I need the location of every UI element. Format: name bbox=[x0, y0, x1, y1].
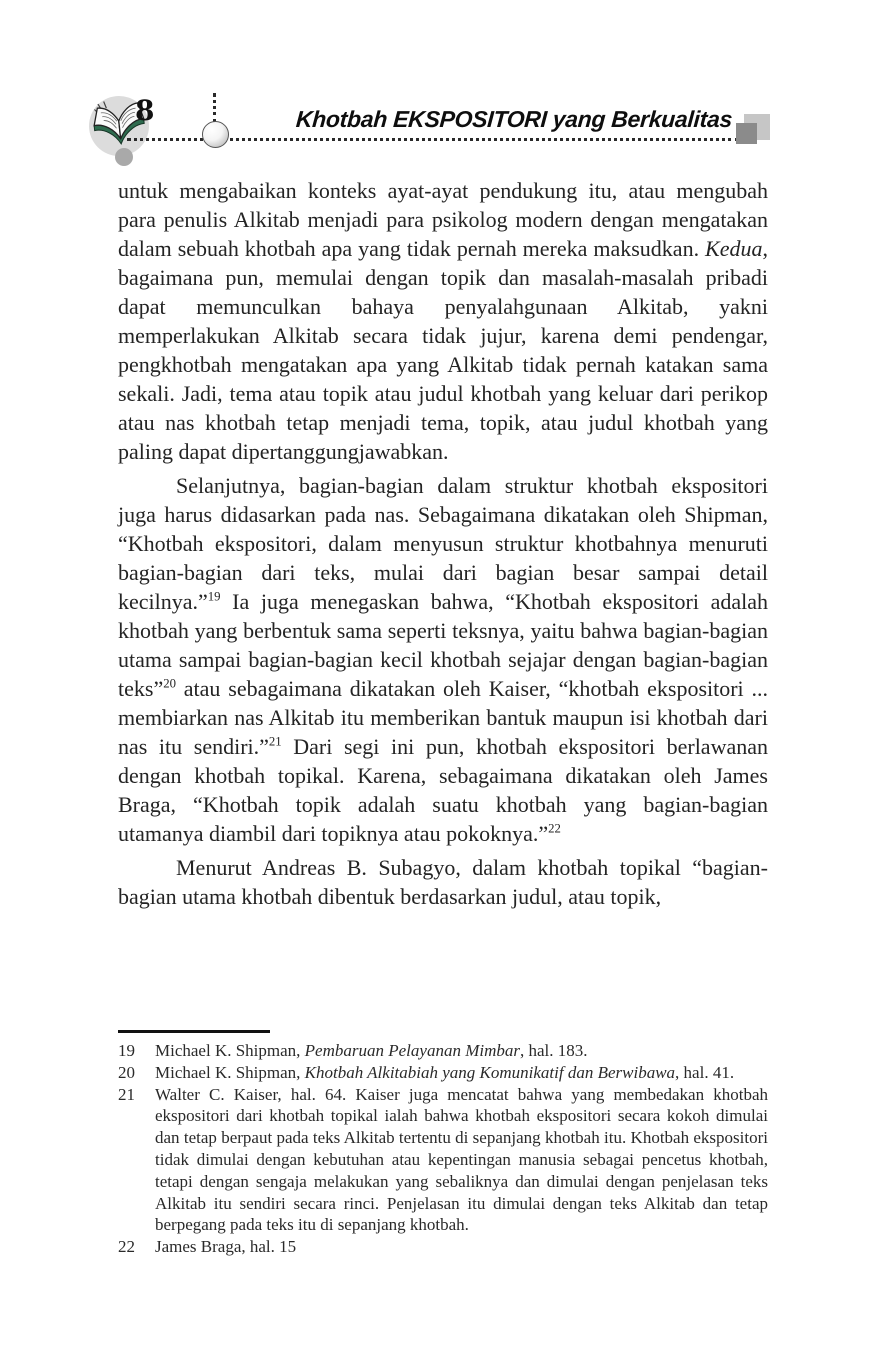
text-run: atau sebagaimana dikatakan oleh Kaiser, “khotbah ekspositori ... membiarkan nas Alkitab itu memberikan bantuk maupun isi khotbah dari nas itu sendiri.” bbox=[118, 676, 768, 759]
page-header bbox=[0, 0, 886, 175]
footnote-22 bbox=[118, 1236, 768, 1258]
footnote-text bbox=[155, 1084, 768, 1237]
text-run: , bagaimana pun, memulai dengan topik dan masalah-masalah pribadi dapat memunculkan bahaya penyalahgunaan Alkitab, yakni memperlakukan Alkitab secara tidak jujur, karena demi pendengar, pengkhotbah mengatakan apa yang Alkitab tidak pernah katakan sama sekali. Jadi, tema atau topik atau judul khotbah yang keluar dari perikop atau nas khotbah tetap menjadi tema, topik, atau judul khotbah yang paling dapat dipertanggungjawabkan. bbox=[118, 236, 768, 464]
footnote-ref-21: 21 bbox=[268, 734, 282, 749]
footnote-number: 22 bbox=[118, 1237, 135, 1257]
text-run: Michael K. Shipman, bbox=[155, 1041, 305, 1060]
footnote-number: 19 bbox=[118, 1041, 135, 1060]
italic-run: Kedua bbox=[705, 236, 763, 261]
footnote-number: 21 bbox=[118, 1084, 135, 1104]
text-run: Menurut Andreas B. Subagyo, dalam khotbah topikal “bagian-bagian utama khotbah dibentuk berdasarkan judul, atau topik, bbox=[118, 855, 768, 909]
text-run: Dari segi ini pun, khotbah ekspositori berlawanan dengan khotbah topikal. Karena, sebagaimana dikatakan oleh James Braga, “Khotbah topik adalah suatu khotbah yang bagian-bagian utamanya diambil dari topiknya atau pokoknya.” bbox=[118, 734, 768, 846]
text-run: untuk mengabaikan konteks ayat-ayat pendukung itu, atau mengubah para penulis Alkitab menjadi para psikolog modern dengan mengatakan dalam sebuah khotbah apa yang tidak pernah mereka maksudkan. bbox=[118, 178, 768, 261]
text-run: , hal. 183. bbox=[519, 1041, 588, 1060]
footnote-ref-20: 20 bbox=[163, 676, 176, 691]
footnote-text bbox=[155, 1236, 768, 1258]
footnote-text bbox=[155, 1040, 768, 1062]
footnote-ref-22: 22 bbox=[548, 821, 561, 836]
sphere-ornament-icon bbox=[202, 121, 229, 148]
footnote-19 bbox=[118, 1040, 768, 1062]
text-run: , hal. 41. bbox=[675, 1062, 735, 1082]
book-title-run: Khotbah Alkitabiah yang Komunikatif dan Berwibawa bbox=[304, 1062, 676, 1082]
text-run: Walter C. Kaiser, hal. 64. Kaiser juga mencatat bahwa yang membedakan khotbah ekspositori dari khotbah topikal ialah bahwa khotbah ekspositori secara kokoh dimulai dan tetap berpaut pada teks Alkitab tertentu di sepanjang khotbah itu. Khotbah ekspositori tidak dimulai dengan kebutuhan atau kepentingan manusia sebagai pencetus khotbah, tetapi dengan sengaja melakukan yang sebaliknya dan dimulai dengan penjelasan teks Alkitab itu sendiri secara rinci. Penjelasan itu dimulai dengan teks Alkitab dan tetap berpegang pada teks itu di sepanjang khotbah. bbox=[155, 1084, 768, 1235]
paragraph-3 bbox=[118, 853, 768, 911]
page-body bbox=[118, 176, 768, 911]
text-run: James Braga, hal. 15 bbox=[155, 1237, 297, 1257]
paragraph-1 bbox=[118, 176, 768, 466]
paragraph-2 bbox=[118, 471, 768, 848]
book-title-run: Pembaruan Pelayanan Mimbar bbox=[304, 1041, 520, 1060]
text-run: Michael K. Shipman, bbox=[155, 1062, 305, 1082]
header-vertical-dotted-rule bbox=[213, 93, 216, 123]
footnote-ref-19: 19 bbox=[207, 589, 221, 604]
footnote-separator bbox=[118, 1030, 270, 1033]
text-run: Selanjutnya, bagian-bagian dalam struktur khotbah ekspositori juga harus didasarkan pada nas. Sebagaimana dikatakan oleh Shipman, “Khotbah ekspositori, dalam menyusun struktur khotbahnya menuruti bagian-bagian dari teks, mulai dari bagian besar sampai detail kecilnya.” bbox=[118, 473, 768, 614]
running-head-title: Khotbah EKSPOSITORI yang Berkualitas bbox=[295, 106, 733, 132]
page-number: 8 bbox=[135, 94, 155, 127]
footnote-text bbox=[155, 1062, 768, 1084]
square-ornament-dark bbox=[736, 123, 757, 144]
footnotes-section bbox=[118, 1030, 768, 1258]
footnote-20 bbox=[118, 1062, 768, 1084]
footnote-21 bbox=[118, 1084, 768, 1237]
footnote-number: 20 bbox=[118, 1062, 135, 1082]
text-run: Ia juga menegaskan bahwa, “Khotbah ekspositori adalah khotbah yang berbentuk sama seperti teksnya, yaitu bahwa bagian-bagian utama sampai bagian-bagian kecil khotbah sejajar dengan bagian-bagian teks” bbox=[118, 589, 768, 701]
